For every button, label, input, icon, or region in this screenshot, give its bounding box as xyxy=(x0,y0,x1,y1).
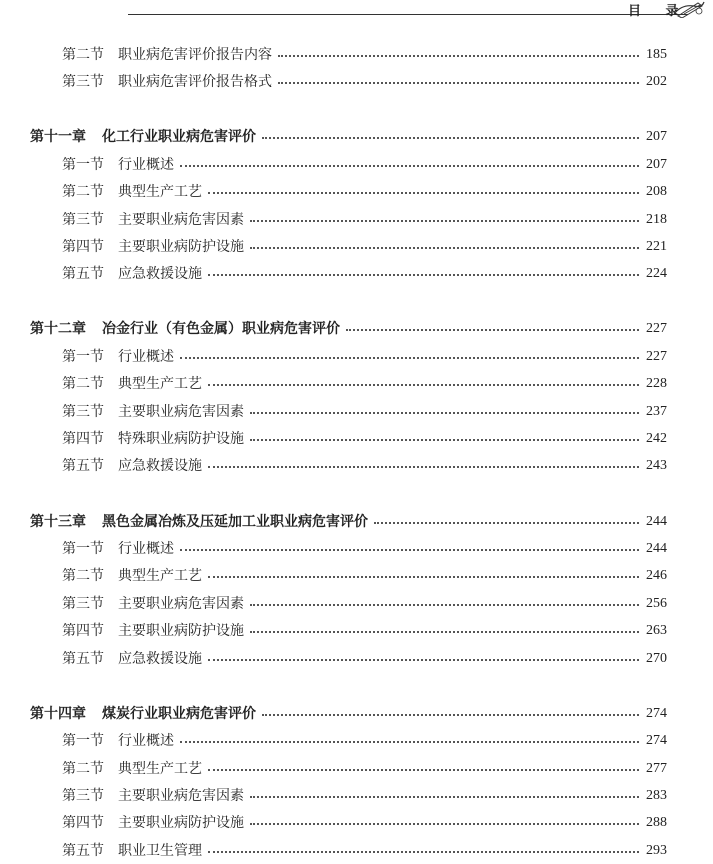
section-title: 主要职业病防护设施 xyxy=(118,623,244,639)
toc-chapter-row[interactable] xyxy=(30,704,667,724)
page-number: 274 xyxy=(646,733,667,748)
dot-leader xyxy=(250,631,639,633)
page-number: 274 xyxy=(646,706,667,721)
toc-chapter-row[interactable] xyxy=(30,319,667,339)
toc-section-row[interactable] xyxy=(62,264,667,284)
page-number: 288 xyxy=(646,815,667,830)
chapter-number: 第十二章 xyxy=(30,321,86,337)
page-number: 243 xyxy=(646,458,667,473)
section-title: 主要职业病危害因素 xyxy=(118,596,244,612)
dot-leader xyxy=(278,82,639,84)
dot-leader xyxy=(180,357,639,359)
section-number: 第四节 xyxy=(62,815,104,831)
page-number: 293 xyxy=(646,843,667,858)
toc-section-row[interactable] xyxy=(62,759,667,779)
page-number: 277 xyxy=(646,761,667,776)
section-title: 典型生产工艺 xyxy=(118,376,202,392)
page-number: 283 xyxy=(646,788,667,803)
dot-leader xyxy=(208,192,639,194)
section-title: 应急救援设施 xyxy=(118,458,202,474)
section-number: 第二节 xyxy=(62,47,104,63)
section-number: 第三节 xyxy=(62,74,104,90)
page-number: 185 xyxy=(646,47,667,62)
toc-section-row[interactable] xyxy=(62,347,667,367)
chapter-number: 第十三章 xyxy=(30,514,86,530)
section-number: 第三节 xyxy=(62,212,104,228)
section-title: 主要职业病危害因素 xyxy=(118,212,244,228)
dot-leader xyxy=(250,796,639,798)
section-number: 第三节 xyxy=(62,404,104,420)
toc-section-row[interactable] xyxy=(62,539,667,559)
section-number: 第五节 xyxy=(62,458,104,474)
page-number: 221 xyxy=(646,239,667,254)
page-number: 218 xyxy=(646,212,667,227)
toc-section-row[interactable] xyxy=(62,621,667,641)
section-title: 职业病危害评价报告格式 xyxy=(118,74,272,90)
toc-section-row[interactable] xyxy=(62,45,667,65)
pen-logo-icon xyxy=(672,0,706,18)
chapter-title: 黑色金属冶炼及压延加工业职业病危害评价 xyxy=(102,514,368,530)
section-title: 主要职业病危害因素 xyxy=(118,404,244,420)
chapter-title: 化工行业职业病危害评价 xyxy=(102,129,256,145)
dot-leader xyxy=(250,604,639,606)
dot-leader xyxy=(180,549,639,551)
toc-section-row[interactable] xyxy=(62,237,667,257)
section-title: 行业概述 xyxy=(118,349,174,365)
dot-leader xyxy=(180,165,639,167)
section-title: 行业概述 xyxy=(118,733,174,749)
section-number: 第一节 xyxy=(62,157,104,173)
dot-leader xyxy=(262,137,639,139)
section-number: 第二节 xyxy=(62,184,104,200)
toc-section-row[interactable] xyxy=(62,182,667,202)
page-number: 244 xyxy=(646,514,667,529)
section-number: 第二节 xyxy=(62,568,104,584)
chapter-title: 煤炭行业职业病危害评价 xyxy=(102,706,256,722)
section-title: 主要职业病危害因素 xyxy=(118,788,244,804)
toc-section-row[interactable] xyxy=(62,594,667,614)
section-number: 第五节 xyxy=(62,266,104,282)
dot-leader xyxy=(250,247,639,249)
toc-section-row[interactable] xyxy=(62,841,667,861)
dot-leader xyxy=(250,823,639,825)
section-title: 典型生产工艺 xyxy=(118,568,202,584)
dot-leader xyxy=(208,769,639,771)
dot-leader xyxy=(208,576,639,578)
dot-leader xyxy=(208,851,639,853)
dot-leader xyxy=(208,466,639,468)
toc-section-row[interactable] xyxy=(62,813,667,833)
page-number: 207 xyxy=(646,157,667,172)
page-number: 270 xyxy=(646,651,667,666)
section-number: 第四节 xyxy=(62,239,104,255)
header-rule xyxy=(128,14,688,15)
section-number: 第二节 xyxy=(62,761,104,777)
page-number: 237 xyxy=(646,404,667,419)
page-number: 207 xyxy=(646,129,667,144)
dot-leader xyxy=(208,274,639,276)
chapter-number: 第十四章 xyxy=(30,706,86,722)
section-number: 第三节 xyxy=(62,596,104,612)
toc-section-row[interactable] xyxy=(62,210,667,230)
toc-section-row[interactable] xyxy=(62,649,667,669)
toc-section-row[interactable] xyxy=(62,429,667,449)
section-title: 职业卫生管理 xyxy=(118,843,202,859)
section-title: 特殊职业病防护设施 xyxy=(118,431,244,447)
page-number: 256 xyxy=(646,596,667,611)
section-number: 第四节 xyxy=(62,431,104,447)
section-title: 应急救援设施 xyxy=(118,266,202,282)
toc-chapter-row[interactable] xyxy=(30,127,667,147)
section-number: 第一节 xyxy=(62,349,104,365)
toc-section-row[interactable] xyxy=(62,786,667,806)
dot-leader xyxy=(180,741,639,743)
chapter-number: 第十一章 xyxy=(30,129,86,145)
chapter-title: 冶金行业（有色金属）职业病危害评价 xyxy=(102,321,340,337)
section-number: 第一节 xyxy=(62,541,104,557)
page-number: 224 xyxy=(646,266,667,281)
dot-leader xyxy=(346,329,639,331)
toc-section-row[interactable] xyxy=(62,155,667,175)
toc-section-row[interactable] xyxy=(62,456,667,476)
section-title: 典型生产工艺 xyxy=(118,761,202,777)
dot-leader xyxy=(208,659,639,661)
section-number: 第二节 xyxy=(62,376,104,392)
section-title: 行业概述 xyxy=(118,157,174,173)
section-title: 职业病危害评价报告内容 xyxy=(118,47,272,63)
dot-leader xyxy=(250,439,639,441)
section-number: 第五节 xyxy=(62,651,104,667)
toc-section-row[interactable] xyxy=(62,72,667,92)
section-title: 主要职业病防护设施 xyxy=(118,239,244,255)
page-number: 244 xyxy=(646,541,667,556)
section-title: 主要职业病防护设施 xyxy=(118,815,244,831)
section-number: 第三节 xyxy=(62,788,104,804)
dot-leader xyxy=(262,714,639,716)
section-number: 第一节 xyxy=(62,733,104,749)
dot-leader xyxy=(374,522,639,524)
section-number: 第五节 xyxy=(62,843,104,859)
page-number: 263 xyxy=(646,623,667,638)
page-number: 227 xyxy=(646,321,667,336)
toc-section-row[interactable] xyxy=(62,402,667,422)
section-number: 第四节 xyxy=(62,623,104,639)
page-number: 228 xyxy=(646,376,667,391)
dot-leader xyxy=(208,384,639,386)
section-title: 应急救援设施 xyxy=(118,651,202,667)
toc-section-row[interactable] xyxy=(62,731,667,751)
toc-chapter-row[interactable] xyxy=(30,512,667,532)
dot-leader xyxy=(278,55,639,57)
page-number: 246 xyxy=(646,568,667,583)
page-header-title: 目 录 xyxy=(628,4,689,19)
page-number: 227 xyxy=(646,349,667,364)
dot-leader xyxy=(250,220,639,222)
page-number: 208 xyxy=(646,184,667,199)
section-title: 行业概述 xyxy=(118,541,174,557)
toc-section-row[interactable] xyxy=(62,566,667,586)
page-number: 242 xyxy=(646,431,667,446)
page-number: 202 xyxy=(646,74,667,89)
toc-section-row[interactable] xyxy=(62,374,667,394)
section-title: 典型生产工艺 xyxy=(118,184,202,200)
dot-leader xyxy=(250,412,639,414)
